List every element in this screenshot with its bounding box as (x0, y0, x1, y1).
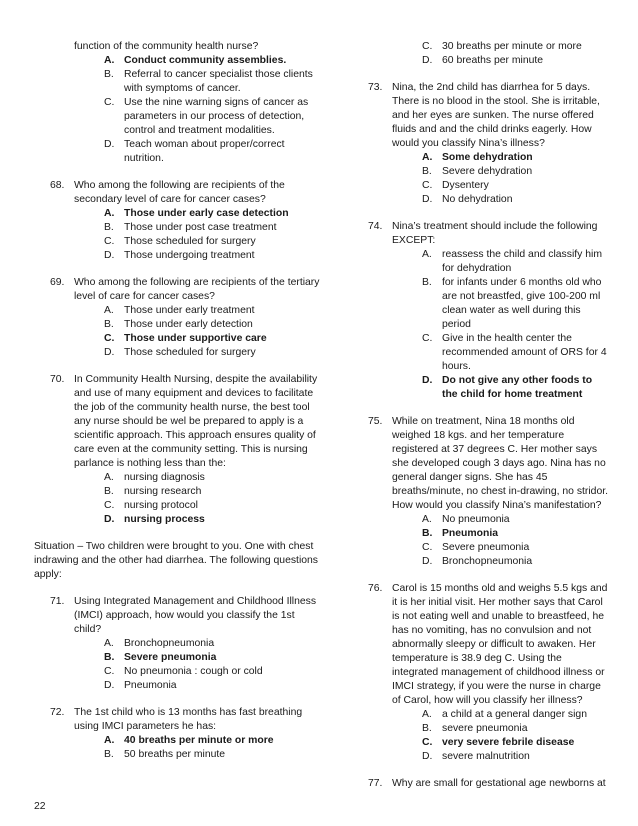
question-item (34, 179, 320, 263)
correct-answer-option (422, 736, 608, 750)
question-number: 75. (368, 416, 383, 427)
option-text: Bronchopneumonia (442, 556, 533, 567)
answer-options (74, 734, 320, 762)
answer-option (422, 708, 608, 722)
question-number: 77. (368, 778, 383, 789)
answer-option (422, 555, 608, 569)
question-continuation (34, 40, 320, 166)
answer-options (74, 207, 320, 263)
situation-text: Situation – Two children were brought to you. One with chest indrawing and the other had diarrhea. The following questions apply: (34, 541, 319, 580)
option-text: Those scheduled for surgery (124, 236, 256, 247)
answer-option (422, 193, 608, 207)
option-letter: D. (422, 556, 433, 567)
option-letter: A. (422, 709, 432, 720)
correct-answer-option (104, 207, 320, 221)
answer-options (392, 40, 608, 68)
question-item (352, 220, 608, 402)
option-text: Those under early detection (124, 319, 253, 330)
option-letter: D. (422, 194, 433, 205)
option-letter: B. (422, 528, 433, 539)
option-letter: C. (422, 737, 433, 748)
option-text: Those under supportive care (124, 333, 267, 344)
correct-answer-option (104, 651, 320, 665)
option-letter: D. (104, 347, 115, 358)
answer-option (422, 276, 608, 332)
option-text: Severe pneumonia (442, 542, 530, 553)
option-text: severe pneumonia (442, 723, 528, 734)
answer-option (104, 304, 320, 318)
option-text: Those under post case treatment (124, 222, 277, 233)
question-stem: Using Integrated Management and Childhood Illness (IMCI) approach, how would you classify the 1st child? (74, 596, 317, 635)
correct-answer-option (104, 513, 320, 527)
option-letter: A. (104, 735, 115, 746)
question-number: 76. (368, 583, 383, 594)
question-item (352, 415, 608, 569)
option-letter: A. (422, 249, 432, 260)
answer-options (74, 304, 320, 360)
correct-answer-option (104, 332, 320, 346)
answer-option (422, 541, 608, 555)
option-text: Those under early treatment (124, 305, 255, 316)
answer-option (104, 471, 320, 485)
option-text: No pneumonia (442, 514, 510, 525)
answer-options (392, 248, 608, 402)
question-number: 73. (368, 82, 383, 93)
option-text: nursing process (124, 514, 205, 525)
option-text: No dehydration (442, 194, 513, 205)
option-text: Severe pneumonia (124, 652, 217, 663)
option-letter: B. (422, 723, 432, 734)
option-text: Some dehydration (442, 152, 533, 163)
answer-options (74, 471, 320, 527)
question-stem: The 1st child who is 13 months has fast breathing using IMCI parameters he has: (74, 707, 303, 732)
answer-option (104, 346, 320, 360)
option-letter: C. (422, 333, 433, 344)
option-letter: B. (104, 69, 114, 80)
option-letter: C. (422, 542, 433, 553)
answer-option (104, 485, 320, 499)
option-letter: C. (422, 41, 433, 52)
answer-option (104, 318, 320, 332)
option-letter: C. (104, 333, 115, 344)
answer-option (422, 750, 608, 764)
answer-option (104, 68, 320, 96)
option-text: 40 breaths per minute or more (124, 735, 274, 746)
answer-option (104, 499, 320, 513)
option-letter: C. (104, 97, 115, 108)
option-text: Pneumonia (124, 680, 177, 691)
option-text: reassess the child and classify him for dehydration (442, 249, 602, 274)
option-text: a child at a general danger sign (442, 709, 587, 720)
option-text: 50 breaths per minute (124, 749, 226, 760)
answer-option (422, 722, 608, 736)
question-group (34, 595, 320, 762)
option-text: Severe dehydration (442, 166, 533, 177)
correct-answer-option (422, 527, 608, 541)
option-letter: C. (104, 666, 115, 677)
question-number: 71. (50, 596, 65, 607)
option-letter: C. (422, 180, 433, 191)
option-letter: B. (104, 486, 114, 497)
option-text: Bronchopneumonia (124, 638, 215, 649)
question-item (34, 595, 320, 693)
option-text: Those under early case detection (124, 208, 289, 219)
option-text: Use the nine warning signs of cancer as parameters in our process of detection, control and treatment modalities. (124, 97, 309, 136)
option-text: Teach woman about proper/correct nutrition. (124, 139, 285, 164)
option-text: Give in the health center the recommended amount of ORS for 4 hours. (442, 333, 607, 372)
option-letter: A. (104, 208, 115, 219)
option-text: for infants under 6 months old who are not breastfed, give 100-200 ml clean water as well during this period (442, 277, 602, 330)
option-text: 30 breaths per minute or more (442, 41, 582, 52)
answer-option (104, 96, 320, 138)
answer-options (392, 151, 608, 207)
option-text: nursing protocol (124, 500, 198, 511)
answer-options (392, 513, 608, 569)
option-letter: C. (104, 500, 115, 511)
option-text: nursing diagnosis (124, 472, 205, 483)
answer-option (104, 221, 320, 235)
page-number: 22 (34, 801, 46, 812)
answer-option (104, 235, 320, 249)
question-number: 70. (50, 374, 65, 385)
option-text: Dysentery (442, 180, 489, 191)
question-stem: Who among the following are recipients of the tertiary level of care for cancer cases? (74, 277, 320, 302)
option-letter: D. (104, 514, 115, 525)
option-letter: D. (422, 375, 433, 386)
option-letter: B. (104, 319, 114, 330)
question-stem: Nina, the 2nd child has diarrhea for 5 days. There is no blood in the stool. She is irritable, and her eyes are sunken. The nurse offered fluids and and the child drinks eagerly. How would you classify Nina’s illness? (392, 82, 600, 149)
answer-option (422, 40, 608, 54)
question-stem: Why are small for gestational age newborns at (392, 778, 606, 789)
answer-option (422, 54, 608, 68)
answer-option (104, 138, 320, 166)
left-column (34, 40, 320, 775)
answer-options (74, 54, 320, 166)
question-item (34, 706, 320, 762)
answer-option (422, 248, 608, 276)
option-text: Referral to cancer specialist those clients with symptoms of cancer. (124, 69, 313, 94)
question-stem: While on treatment, Nina 18 months old weighed 18 kgs. and her temperature registered at 37 degrees C. Her mother says she developed cough 3 days ago. Nina has no general danger signs. She has 45 breaths/minute, no chest in-drawing, no stridor. How would you classify Nina’s manifestation? (392, 416, 609, 511)
option-letter: D. (104, 250, 115, 261)
question-item (352, 81, 608, 207)
option-text: very severe febrile disease (442, 737, 575, 748)
question-continuation (352, 40, 608, 68)
question-stem: Carol is 15 months old and weighs 5.5 kgs and it is her initial visit. Her mother says that Carol is not eating well and unable to breastfeed, he has no vomiting, has no convulsion and not abnormally sleepy or difficult to awaken. Her temperature is 38.9 deg C. Using the integrated management of childhood illness or IMCI strategy, if you were the nurse in charge of Carol, how will you classify her illness? (392, 583, 608, 706)
question-item (34, 373, 320, 527)
option-letter: A. (104, 305, 114, 316)
answer-option (422, 165, 608, 179)
answer-option (104, 249, 320, 263)
option-text: nursing research (124, 486, 202, 497)
question-stem: function of the community health nurse? (74, 41, 259, 52)
question-item (352, 777, 608, 791)
option-letter: B. (104, 749, 114, 760)
question-stem: Who among the following are recipients of the secondary level of care for cancer cases? (74, 180, 285, 205)
option-text: 60 breaths per minute (442, 55, 544, 66)
option-letter: C. (104, 236, 115, 247)
option-text: Pneumonia (442, 528, 499, 539)
question-group (34, 179, 320, 527)
option-letter: B. (104, 222, 114, 233)
question-number: 69. (50, 277, 65, 288)
correct-answer-option (104, 54, 320, 68)
question-stem: In Community Health Nursing, despite the availability and use of many equipment and devices to facilitate the job of the community health nurse, the best tool any nurse should be wel be prepared to apply is a scientific approach. This approach ensures quality of care even at the community setting. This is nursing parlance is nothing less than the: (74, 374, 318, 469)
question-number: 68. (50, 180, 65, 191)
correct-answer-option (422, 374, 608, 402)
option-letter: D. (422, 751, 433, 762)
question-stem: Nina’s treatment should include the following EXCEPT: (392, 221, 598, 246)
option-letter: B. (104, 652, 115, 663)
option-text: Those scheduled for surgery (124, 347, 256, 358)
answer-option (422, 332, 608, 374)
question-item (352, 582, 608, 764)
option-letter: D. (422, 55, 433, 66)
correct-answer-option (104, 734, 320, 748)
question-number: 74. (368, 221, 383, 232)
question-item (34, 276, 320, 360)
answer-options (74, 637, 320, 693)
option-letter: A. (104, 638, 114, 649)
answer-option (104, 637, 320, 651)
option-text: Those undergoing treatment (124, 250, 255, 261)
option-text: severe malnutrition (442, 751, 530, 762)
correct-answer-option (422, 151, 608, 165)
answer-options (392, 708, 608, 764)
question-number: 72. (50, 707, 65, 718)
option-text: No pneumonia : cough or cold (124, 666, 263, 677)
answer-option (422, 513, 608, 527)
option-text: Conduct community assemblies. (124, 55, 287, 66)
answer-option (422, 179, 608, 193)
answer-option (104, 679, 320, 693)
question-group (352, 81, 608, 791)
option-text: Do not give any other foods to the child for home treatment (442, 375, 593, 400)
option-letter: D. (104, 680, 115, 691)
answer-option (104, 748, 320, 762)
option-letter: A. (422, 514, 432, 525)
option-letter: A. (104, 55, 115, 66)
option-letter: B. (422, 166, 432, 177)
option-letter: B. (422, 277, 432, 288)
option-letter: A. (104, 472, 114, 483)
option-letter: D. (104, 139, 115, 150)
answer-option (104, 665, 320, 679)
right-column (352, 40, 608, 804)
option-letter: A. (422, 152, 433, 163)
